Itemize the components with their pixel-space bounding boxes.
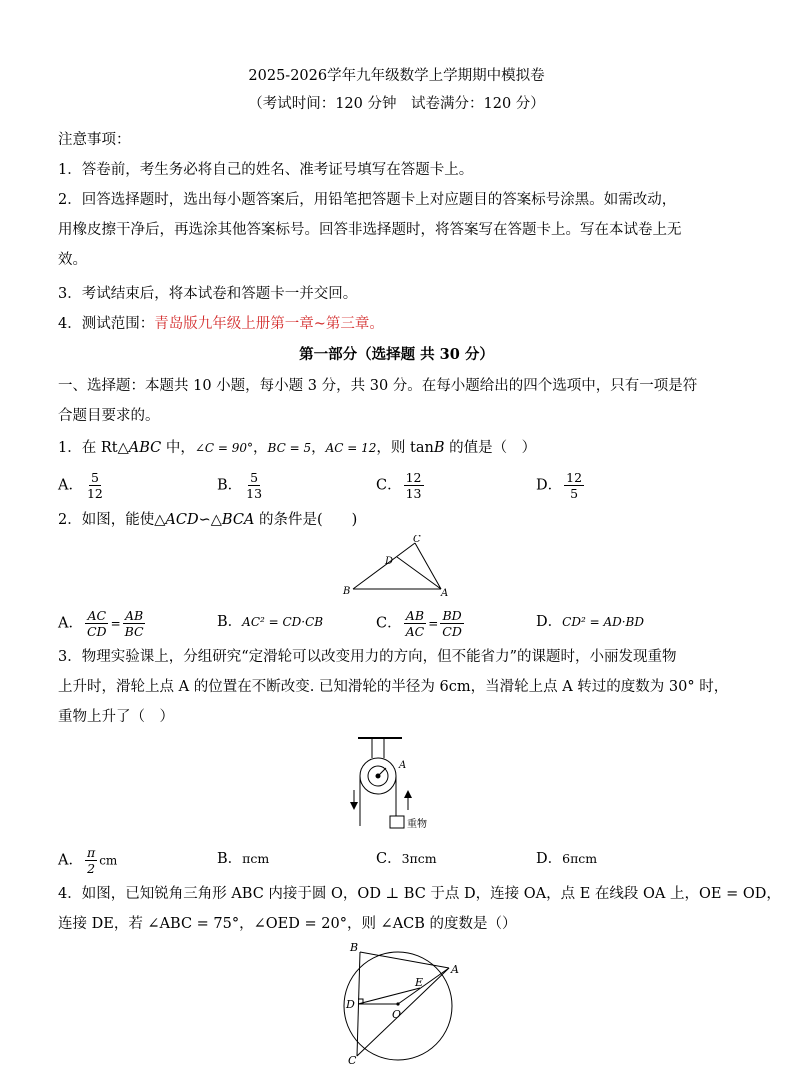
q1-option-d-label: D． xyxy=(536,477,563,494)
q4-point-c-label: C xyxy=(348,1054,357,1066)
q2-point-a-label: A xyxy=(441,588,449,599)
q1-cond-1: ∠C = 90° xyxy=(194,441,254,455)
q3-option-b-label: B． xyxy=(217,851,243,867)
q2-option-d[interactable] xyxy=(536,612,644,632)
q1-cond-2: BC = 5 xyxy=(267,441,312,455)
q4-point-o-label: O xyxy=(392,1008,402,1021)
q1-option-c-fraction xyxy=(404,470,424,501)
q3-option-d-label: D． xyxy=(536,851,563,867)
q3-line-1: 3．物理实验课上，分组研究“定滑轮可以改变用力的方向，但不能省力”的课题时，小丽发现重物 xyxy=(58,649,677,665)
q2-option-b[interactable] xyxy=(217,612,323,632)
q4-circle-figure xyxy=(332,936,472,1066)
part1-intro-line-1: 一、选择题：本题共 10 小题，每小题 3 分，共 30 分。在每小题给出的四个选项中，只有一项是符 xyxy=(58,378,698,394)
q1-cond-3: AC = 12 xyxy=(325,441,377,455)
q3-line-3: 重物上升了（ ） xyxy=(58,709,174,725)
q3-option-b-value: πcm xyxy=(242,851,270,866)
q1-stem-c: ，则 tan xyxy=(376,440,434,456)
q1-option-b[interactable] xyxy=(217,470,266,501)
note-1: 1．答卷前，考生务必将自己的姓名、准考证号填写在答题卡上。 xyxy=(58,162,474,178)
q1-option-c-den: 13 xyxy=(405,486,422,501)
q1-option-b-num: 5 xyxy=(250,470,259,485)
q1-option-d-den: 5 xyxy=(570,486,579,501)
note-2-line-1: 2．回答选择题时，选出每小题答案后，用铅笔把答题卡上对应题目的答案标号涂黑。如需改动， xyxy=(58,192,677,208)
q4-point-d-label: D xyxy=(346,998,355,1011)
q2-point-c-label: C xyxy=(413,535,421,545)
q4-point-a-label: A xyxy=(451,963,459,976)
q1-stem: 1．在 Rt△ABC 中，∠C = 90°，BC = 5，AC = 12，则 tanB 的值是（ ） xyxy=(58,440,537,456)
note-4-range: 青岛版九年级上册第一章~第三章。 xyxy=(154,316,384,332)
q1-option-b-label: B． xyxy=(217,477,243,494)
q2-triangle-bca: △BCA xyxy=(210,512,255,528)
q1-option-a-fraction xyxy=(85,470,105,501)
q2-option-c-n2: BD xyxy=(442,608,462,623)
q1-option-d-fraction xyxy=(564,470,584,501)
q3-option-b[interactable] xyxy=(217,849,269,869)
q2-option-c-frac-1 xyxy=(404,608,427,639)
note-4-prefix: 4．测试范围： xyxy=(58,316,155,332)
notes-heading: 注意事项： xyxy=(58,132,131,148)
q1-option-c[interactable] xyxy=(376,470,426,501)
q3-option-c-value: 3πcm xyxy=(401,851,437,866)
q2-stem-a: 2．如图，能使△ xyxy=(58,512,166,528)
q2-option-b-expr: AC² = CD·CB xyxy=(242,615,324,629)
q1-option-a[interactable] xyxy=(58,470,107,501)
q4-line-2: 连接 DE，若 ∠ABC = 75°，∠OED = 20°，则 ∠ACB 的度数是（） xyxy=(58,916,517,932)
q2-option-c-label: C． xyxy=(376,615,402,632)
q2-option-a-n1: AC xyxy=(87,608,107,623)
q1-option-b-fraction xyxy=(244,470,264,501)
note-4 xyxy=(58,314,384,334)
note-3: 3．考试结束后，将本试卷和答题卡一并交回。 xyxy=(58,286,358,302)
q2-triangle-acd: ACD xyxy=(165,512,199,528)
q1-stem-b: 中， xyxy=(161,440,195,456)
q3-option-c[interactable] xyxy=(376,849,437,869)
q1-option-d[interactable] xyxy=(536,470,586,501)
part1-intro-line-2: 合题目要求的。 xyxy=(58,408,160,424)
q2-option-d-label: D． xyxy=(536,614,563,630)
q2-option-d-expr: CD² = AD·BD xyxy=(562,615,644,629)
q3-option-a-fraction xyxy=(85,845,97,876)
q3-option-a-den: 2 xyxy=(87,861,96,876)
q2-option-a[interactable]: A． $\frac{AC}{CD}$ = $\frac{AB}{BC}$ xyxy=(58,608,144,639)
q2-option-c-n1: AB xyxy=(405,608,425,623)
q1-option-a-num: 5 xyxy=(90,470,99,485)
q2-option-a-n2: AB xyxy=(125,608,144,623)
q1-triangle: ABC xyxy=(128,440,162,456)
q2-option-a-frac-1 xyxy=(85,608,109,639)
q3-pulley-figure xyxy=(340,734,450,834)
exam-title: 2025-2026学年九年级数学上学期期中模拟卷 xyxy=(248,68,545,84)
q3-option-a-label: A． xyxy=(58,852,83,869)
q3-option-a-num: π xyxy=(86,845,96,860)
q2-point-b-label: B xyxy=(343,586,351,597)
q2-option-a-frac-2 xyxy=(123,608,146,639)
q3-option-a[interactable] xyxy=(58,845,117,876)
q3-line-2: 上升时，滑轮上点 A 的位置在不断改变. 已知滑轮的半径为 6cm，当滑轮上点 A 转过的度数为 30° 时， xyxy=(58,679,729,695)
q1-stem-a: 1．在 Rt△ xyxy=(58,440,129,456)
q1-option-c-label: C． xyxy=(376,477,402,494)
q3-option-d-value: 6πcm xyxy=(562,851,598,866)
q1-option-b-den: 13 xyxy=(246,486,263,501)
q3-weight-label: 重物 xyxy=(407,819,427,830)
note-2-line-3: 效。 xyxy=(58,252,87,268)
q2-option-c-d1: AC xyxy=(405,624,425,639)
q1-option-a-den: 12 xyxy=(86,486,103,501)
q1-option-a-label: A． xyxy=(58,477,83,494)
q2-option-a-d1: CD xyxy=(86,624,107,639)
q2-option-c-frac-2 xyxy=(440,608,464,639)
q4-line-1: 4．如图，已知锐角三角形 ABC 内接于圆 O，OD ⊥ BC 于点 D，连接 OA，点 E 在线段 OA 上，OE = OD， xyxy=(58,886,781,902)
q2-triangle-figure xyxy=(335,535,455,599)
exam-subtitle: （考试时间：120 分钟 试卷满分：120 分） xyxy=(248,96,545,112)
part1-heading: 第一部分（选择题 共 30 分） xyxy=(299,346,494,363)
q2-option-c-d2: CD xyxy=(442,624,462,639)
q3-option-d[interactable] xyxy=(536,849,597,869)
q3-option-a-unit: cm xyxy=(99,853,118,868)
q2-stem xyxy=(58,510,357,530)
q3-point-a-label: A xyxy=(399,760,407,771)
q3-option-c-label: C． xyxy=(376,851,402,867)
q2-point-d-label: D xyxy=(385,556,394,567)
q2-option-a-label: A． xyxy=(58,615,83,632)
q1-stem-d: 的值是（ ） xyxy=(444,440,537,456)
note-2-line-2: 用橡皮擦干净后，再选涂其他答案标号。回答非选择题时，将答案写在答题卡上。写在本试卷上无 xyxy=(58,222,682,238)
q2-similar-symbol: ∽ xyxy=(198,512,211,528)
q1-angle-b: B xyxy=(433,440,445,456)
q2-option-c[interactable]: C． $\frac{AB}{AC}$ = $\frac{BD}{CD}$ xyxy=(376,608,462,639)
q1-option-c-num: 12 xyxy=(405,470,422,485)
q2-option-a-d2: BC xyxy=(124,624,144,639)
q2-option-b-label: B． xyxy=(217,614,243,630)
q1-option-d-num: 12 xyxy=(566,470,583,485)
q4-point-b-label: B xyxy=(350,941,359,954)
q4-point-e-label: E xyxy=(415,976,424,989)
q2-stem-b: 的条件是( ) xyxy=(254,512,358,528)
